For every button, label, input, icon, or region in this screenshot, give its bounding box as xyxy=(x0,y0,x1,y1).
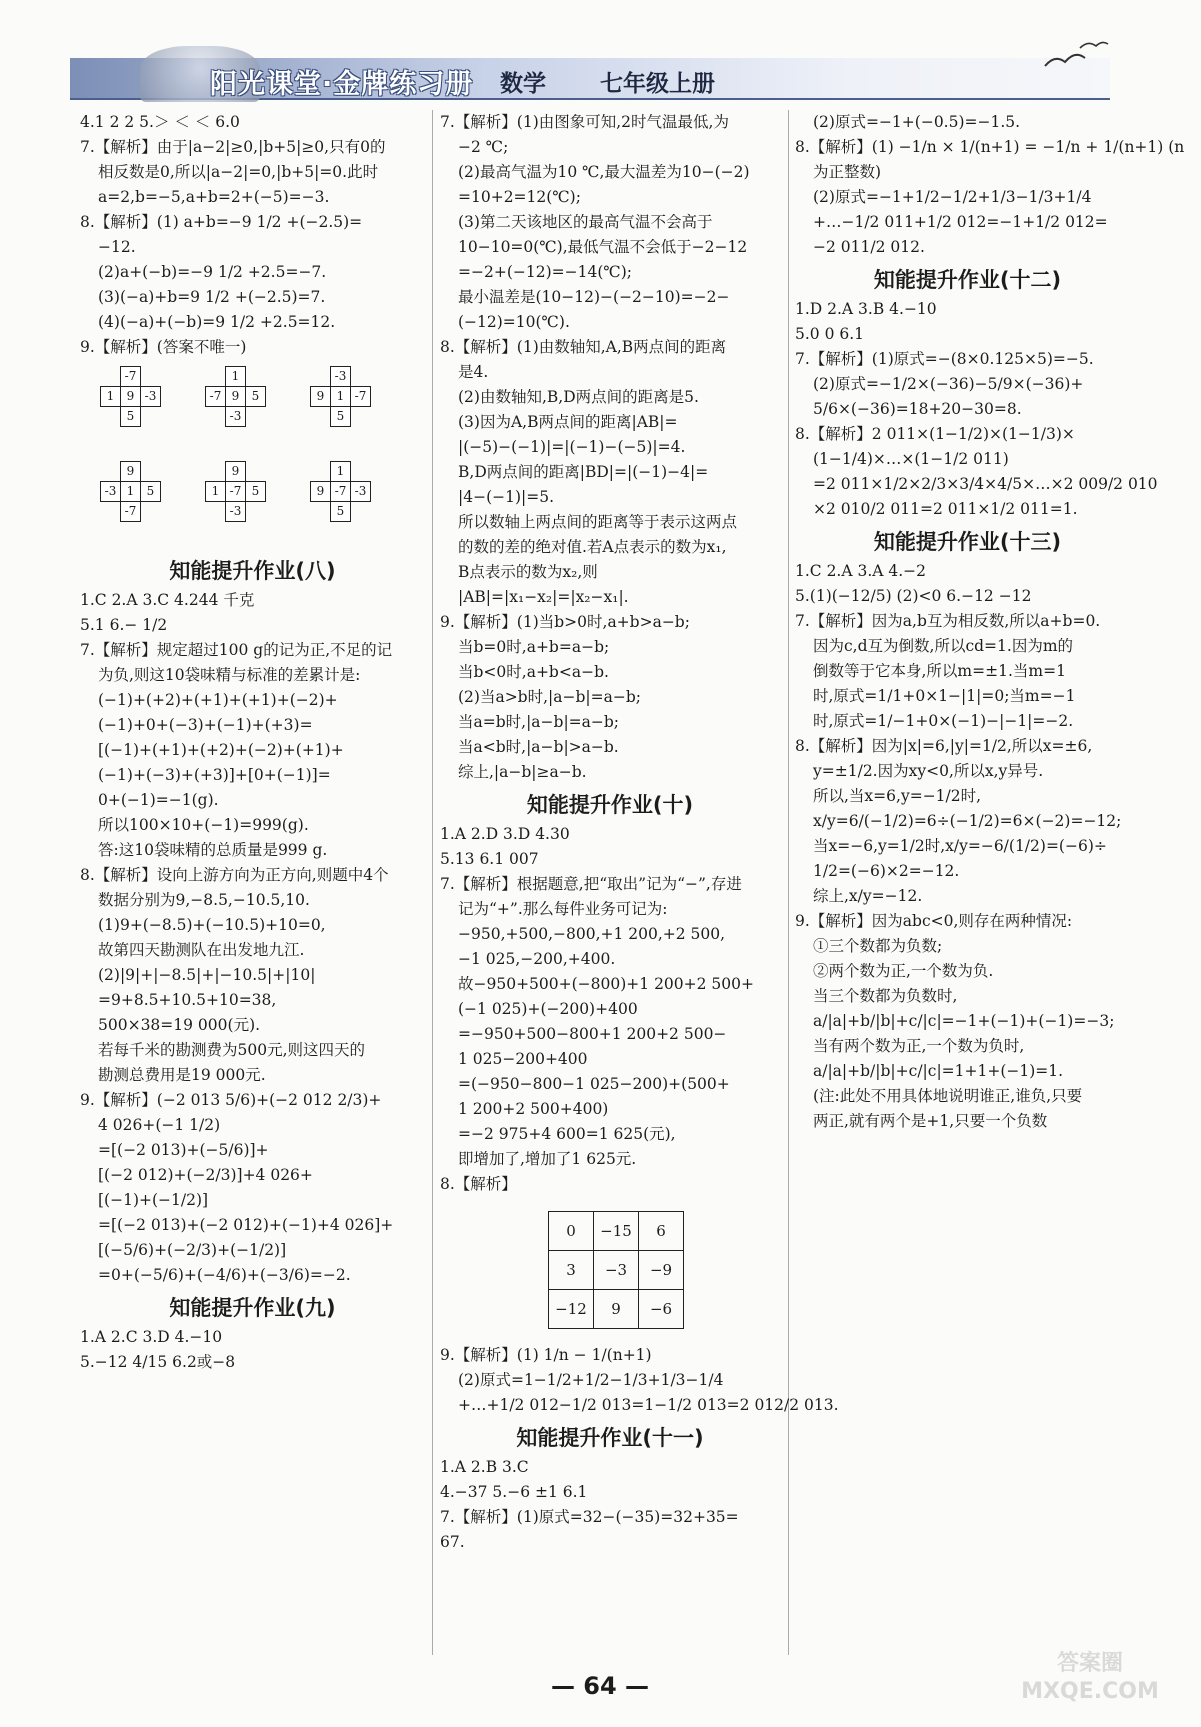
text-line: 倒数等于它本身,所以m=±1.当m=1 xyxy=(813,662,1066,680)
text-line: 当a=b时,|a−b|=a−b; xyxy=(458,713,620,731)
text-line: =9+8.5+10.5+10=38, xyxy=(98,991,277,1009)
text-line: 7.【解析】(1)原式=−(8×0.125×5)=−5. xyxy=(795,350,1094,368)
text-line: (−1)+0+(−3)+(−1)+(+3)= xyxy=(98,716,313,734)
text-line: 即增加了,增加了1 625元. xyxy=(458,1150,637,1168)
cross-cell: -7 xyxy=(350,386,371,407)
table-cell: −3 xyxy=(594,1251,639,1290)
text-line: y=±1/2.因为xy<0,所以x,y异号. xyxy=(813,762,1044,780)
watermark-line1: 答案圈 xyxy=(1056,1651,1123,1676)
text-line: ②两个数为正,一个数为负. xyxy=(813,962,994,980)
cross-cell: -7 xyxy=(205,386,226,407)
text-line: (2)原式=−1/2×(−36)−5/9×(−36)+ xyxy=(813,375,1084,393)
text-line: −950,+500,−800,+1 200,+2 500, xyxy=(458,925,726,943)
text-line: 8.【解析】因为|x|=6,|y|=1/2,所以x=±6, xyxy=(795,737,1093,755)
text-line: 4.−37 5.−6 ±1 6.1 xyxy=(440,1483,588,1501)
text-line: 所以100×10+(−1)=999(g). xyxy=(98,816,309,834)
section-title-11: 知能提升作业(十一) xyxy=(516,1426,704,1450)
table-cell: 6 xyxy=(639,1212,684,1251)
text-line: 1 200+2 500+400) xyxy=(458,1100,609,1118)
text-line: =10+2=12(℃); xyxy=(458,188,581,206)
text-line: 5.0 0 6.1 xyxy=(795,325,865,343)
subject-label: 数学 xyxy=(500,71,546,97)
watermark-logo xyxy=(1000,1650,1180,1720)
col2-after-magic xyxy=(440,1343,839,1418)
text-line: 9.【解析】因为abc<0,则存在两种情况: xyxy=(795,912,1073,930)
text-line: 9.【解析】(答案不唯一) xyxy=(80,338,247,356)
column-divider-2 xyxy=(788,110,789,1655)
text-line: 7.【解析】(1)原式=32−(−35)=32+35= xyxy=(440,1508,739,1526)
text-line: 67. xyxy=(440,1533,465,1551)
text-line: (−1)+(+2)+(+1)+(+1)+(−2)+ xyxy=(98,691,338,709)
cross-cell: -3 xyxy=(100,481,121,502)
cross-cell: -7 xyxy=(120,366,141,387)
text-line: =0+(−5/6)+(−4/6)+(−3/6)=−2. xyxy=(98,1266,351,1284)
section-title-12: 知能提升作业(十二) xyxy=(873,268,1062,292)
cross-cell: -3 xyxy=(350,481,371,502)
cross-cell: 9 xyxy=(120,461,141,482)
text-line: 记为“+”.那么每件业务可记为: xyxy=(458,900,668,918)
text-line: 是4. xyxy=(458,363,489,381)
text-line: −2 ℃; xyxy=(458,138,509,156)
cross-cell: 5 xyxy=(120,406,141,427)
cross-diagram xyxy=(100,461,180,541)
cross-cell: 5 xyxy=(140,481,161,502)
column-1 xyxy=(80,110,425,1375)
table-cell: 0 xyxy=(549,1212,594,1251)
col1-after8 xyxy=(80,588,425,1288)
text-line: (−1)+(−3)+(+3)]+[0+(−1)]= xyxy=(98,766,331,784)
table-cell: 9 xyxy=(594,1290,639,1329)
section-title-8: 知能提升作业(八) xyxy=(169,559,336,583)
text-line: 1/2=(−6)×2=−12. xyxy=(813,862,960,880)
magic-square-table xyxy=(548,1211,684,1329)
text-line: 1.C 2.A 3.C 4.244 千克 xyxy=(80,591,255,609)
text-line: a/|a|+b/|b|+c/|c|=1+1+(−1)=1. xyxy=(813,1062,1064,1080)
text-line: 8.【解析】(1) −1/n × 1/(n+1) = −1/n + 1/(n+1) (n xyxy=(795,138,1185,156)
text-line: 9.【解析】(1)当b>0时,a+b>a−b; xyxy=(440,613,690,631)
cross-cell: -3 xyxy=(330,366,351,387)
watermark-line2: MXQE.COM xyxy=(1021,1679,1159,1704)
cross-cell: 1 xyxy=(100,386,121,407)
table-row xyxy=(549,1251,684,1290)
text-line: =−950+500−800+1 200+2 500− xyxy=(458,1025,727,1043)
text-line: 4 026+(−1 1/2) xyxy=(98,1116,221,1134)
text-line: (1)9+(−8.5)+(−10.5)+10=0, xyxy=(98,916,326,934)
text-line: (−12)=10(℃). xyxy=(458,313,570,331)
section-title-13: 知能提升作业(十三) xyxy=(873,530,1062,554)
cross-cell: 9 xyxy=(225,386,246,407)
table-cell: 3 xyxy=(549,1251,594,1290)
text-line: 因为c,d互为倒数,所以cd=1.因为m的 xyxy=(813,637,1074,655)
text-line: 故−950+500+(−800)+1 200+2 500+ xyxy=(458,975,755,993)
col3-top xyxy=(795,110,1185,260)
table-cell: −15 xyxy=(594,1212,639,1251)
cross-cell: 9 xyxy=(120,386,141,407)
cross-diagram xyxy=(310,461,390,541)
col2-after11 xyxy=(440,1455,780,1555)
text-line: 9.【解析】(−2 013 5/6)+(−2 012 2/3)+ xyxy=(80,1091,382,1109)
text-line: (2)|9|+|−8.5|+|−10.5|+|10| xyxy=(98,966,316,984)
text-line: (2)当a>b时,|a−b|=a−b; xyxy=(458,688,641,706)
cross-cell: 5 xyxy=(245,386,266,407)
text-line: 7.【解析】规定超过100 g的记为正,不足的记 xyxy=(80,641,393,659)
text-line: 数据分别为9,−8.5,−10.5,10. xyxy=(98,891,310,909)
cross-cell: 9 xyxy=(310,386,331,407)
text-line: (1−1/4)×…×(1−1/2 011) xyxy=(813,450,1009,468)
text-line: 所以,当x=6,y=−1/2时, xyxy=(813,787,982,805)
text-line: a/|a|+b/|b|+c/|c|=−1+(−1)+(−1)=−3; xyxy=(813,1012,1115,1030)
cross-cell: -7 xyxy=(330,481,351,502)
text-line: [(−2 012)+(−2/3)]+4 026+ xyxy=(98,1166,313,1184)
text-line: 7.【解析】因为a,b互为相反数,所以a+b=0. xyxy=(795,612,1101,630)
cross-diagram xyxy=(205,366,285,446)
text-line: B点表示的数为x₂,则 xyxy=(458,563,598,581)
text-line: 当b=0时,a+b=a−b; xyxy=(458,638,610,656)
text-line: 1.C 2.A 3.A 4.−2 xyxy=(795,562,927,580)
page-number: — 64 — xyxy=(550,1672,650,1700)
text-line: =[(−2 013)+(−5/6)]+ xyxy=(98,1141,269,1159)
text-line: 最小温差是(10−12)−(−2−10)=−2− xyxy=(458,288,730,306)
text-line: 7.【解析】由于|a−2|≥0,|b+5|≥0,只有0的 xyxy=(80,138,386,156)
cross-cell: 9 xyxy=(225,461,246,482)
cross-diagram xyxy=(100,366,180,446)
text-line: (注:此处不用具体地说明谁正,谁负,只要 xyxy=(813,1087,1083,1105)
text-line: 所以数轴上两点间的距离等于表示这两点 xyxy=(458,513,738,531)
col2-top xyxy=(440,110,780,785)
text-line: (2)a+(−b)=−9 1/2 +2.5=−7. xyxy=(98,263,327,281)
text-line: 5.(1)(−12/5) (2)<0 6.−12 −12 xyxy=(795,587,1032,605)
text-line: 若每千米的勘测费为500元,则这四天的 xyxy=(98,1041,366,1059)
text-line: |(−5)−(−1)|=|(−1)−(−5)|=4. xyxy=(458,438,686,456)
text-line: (2)原式=−1+1/2−1/2+1/3−1/3+1/4 xyxy=(813,188,1092,206)
text-line: =[(−2 013)+(−2 012)+(−1)+4 026]+ xyxy=(98,1216,394,1234)
text-line: |4−(−1)|=5. xyxy=(458,488,555,506)
text-line: (2)原式=1−1/2+1/2−1/3+1/3−1/4 xyxy=(458,1371,724,1389)
text-line: 5/6×(−36)=18+20−30=8. xyxy=(813,400,1022,418)
text-line: (3)(−a)+b=9 1/2 +(−2.5)=7. xyxy=(98,288,326,306)
text-line: 为正整数) xyxy=(813,163,882,181)
table-cell: −12 xyxy=(549,1290,594,1329)
text-line: =(−950−800−1 025−200)+(500+ xyxy=(458,1075,730,1093)
text-line: =−2+(−12)=−14(℃); xyxy=(458,263,632,281)
section-title-10: 知能提升作业(十) xyxy=(526,793,694,817)
text-line: (3)因为A,B两点间的距离|AB|= xyxy=(458,413,678,431)
text-line: [(−1)+(+1)+(+2)+(−2)+(+1)+ xyxy=(98,741,344,759)
cross-cell: 9 xyxy=(310,481,331,502)
text-line: 当b<0时,a+b<a−b. xyxy=(458,663,609,681)
text-line: |AB|=|x₁−x₂|=|x₂−x₁|. xyxy=(458,588,629,606)
text-line: (2)最高气温为10 ℃,最大温差为10−(−2) xyxy=(458,163,750,181)
text-line: 1.A 2.C 3.D 4.−10 xyxy=(80,1328,223,1346)
text-line: 8.【解析】 xyxy=(440,1175,517,1193)
text-line: =2 011×1/2×2/3×3/4×4/5×…×2 009/2 010 xyxy=(813,475,1158,493)
text-line: 7.【解析】(1)由图象可知,2时气温最低,为 xyxy=(440,113,729,131)
table-cell: −9 xyxy=(639,1251,684,1290)
cross-diagram xyxy=(310,366,390,446)
cross-cell: -3 xyxy=(225,501,246,522)
text-line: −2 011/2 012. xyxy=(813,238,925,256)
text-line: 答:这10袋味精的总质量是999 g. xyxy=(98,841,328,859)
text-line: 5.13 6.1 007 xyxy=(440,850,539,868)
text-line: 500×38=19 000(元). xyxy=(98,1016,261,1034)
text-line: ①三个数都为负数; xyxy=(813,937,943,955)
birds-icon xyxy=(1040,36,1110,76)
text-line: [(−1)+(−1/2)] xyxy=(98,1191,209,1209)
text-line: 8.【解析】(1)由数轴知,A,B两点间的距离 xyxy=(440,338,727,356)
cross-cell: -7 xyxy=(225,481,246,502)
text-line: (3)第二天该地区的最高气温不会高于 xyxy=(458,213,713,231)
text-line: 勘测总费用是19 000元. xyxy=(98,1066,266,1084)
cross-cell: -3 xyxy=(225,406,246,427)
cross-cell: 5 xyxy=(330,406,351,427)
text-line: −12. xyxy=(98,238,136,256)
text-line: 8.【解析】2 011×(1−1/2)×(1−1/3)× xyxy=(795,425,1075,443)
text-line: 当有两个数为正,一个数为负时, xyxy=(813,1037,1025,1055)
table-row xyxy=(549,1212,684,1251)
text-line: 当三个数都为负数时, xyxy=(813,987,958,1005)
text-line: 1.A 2.D 3.D 4.30 xyxy=(440,825,570,843)
grade-label: 七年级上册 xyxy=(600,71,715,97)
col3-after13 xyxy=(795,559,1140,1134)
text-line: (−1 025)+(−200)+400 xyxy=(458,1000,638,1018)
text-line: (2)由数轴知,B,D两点间的距离是5. xyxy=(458,388,699,406)
text-line: 两正,就有两个是+1,只要一个负数 xyxy=(813,1112,1048,1130)
col1-after9 xyxy=(80,1325,425,1375)
col3-after12 xyxy=(795,297,1158,522)
text-line: 4.1 2 2 5.＞ ＜ ＜ 6.0 xyxy=(80,113,240,131)
text-line: 8.【解析】设向上游方向为正方向,则题中4个 xyxy=(80,866,389,884)
book-title: 阳光课堂·金牌练习册 xyxy=(210,69,474,100)
text-line: 的数的差的绝对值.若A点表示的数为x₁, xyxy=(458,538,727,556)
table-row xyxy=(549,1290,684,1329)
text-line: +…+1/2 012−1/2 013=1−1/2 013=2 012/2 013. xyxy=(458,1396,839,1414)
text-line: ×2 010/2 011=2 011×1/2 011=1. xyxy=(813,500,1078,518)
text-line: 时,原式=1/−1+0×(−1)−|−1|=−2. xyxy=(813,712,1074,730)
cross-cell: 1 xyxy=(120,481,141,502)
text-line: =−2 975+4 600=1 625(元), xyxy=(458,1125,676,1143)
cross-cell: 1 xyxy=(330,461,351,482)
text-line: −1 025,−200,+400. xyxy=(458,950,616,968)
column-divider-1 xyxy=(432,110,433,1655)
text-line: (2)原式=−1+(−0.5)=−1.5. xyxy=(813,113,1021,131)
text-line: 当a<b时,|a−b|>a−b. xyxy=(458,738,619,756)
cross-diagram xyxy=(205,461,285,541)
text-line: 故第四天勘测队在出发地九江. xyxy=(98,941,305,959)
text-line: 相反数是0,所以|a−2|=0,|b+5|=0.此时 xyxy=(98,163,379,181)
text-line: 时,原式=1/1+0×1−|1|=0;当m=−1 xyxy=(813,687,1076,705)
cross-cell: -3 xyxy=(140,386,161,407)
text-line: 当x=−6,y=1/2时,x/y=−6/(1/2)=(−6)÷ xyxy=(813,837,1107,855)
section-title-9: 知能提升作业(九) xyxy=(169,1296,336,1320)
text-line: 1 025−200+400 xyxy=(458,1050,588,1068)
text-line: +…−1/2 011+1/2 012=−1+1/2 012= xyxy=(813,213,1108,231)
col2-after10 xyxy=(440,822,780,1197)
text-line: 综上,|a−b|≥a−b. xyxy=(458,763,587,781)
page-header xyxy=(70,36,1110,102)
cross-cell: 5 xyxy=(245,481,266,502)
cross-cell: 1 xyxy=(330,386,351,407)
text-line: 10−10=0(℃),最低气温不会低于−2−12 xyxy=(458,238,748,256)
text-line: 为负,则这10袋味精与标准的差累计是: xyxy=(98,666,361,684)
cross-cell: -7 xyxy=(120,501,141,522)
text-line: 8.【解析】(1) a+b=−9 1/2 +(−2.5)= xyxy=(80,213,363,231)
text-line: a=2,b=−5,a+b=2+(−5)=−3. xyxy=(98,188,330,206)
cross-cell: 1 xyxy=(205,481,226,502)
col1-top xyxy=(80,110,425,360)
text-line: 综上,x/y=−12. xyxy=(813,887,923,905)
text-line: 5.−12 4/15 6.2或−8 xyxy=(80,1353,236,1371)
cross-cell: 1 xyxy=(225,366,246,387)
text-line: 5.1 6.− 1/2 xyxy=(80,616,168,634)
table-cell: −6 xyxy=(639,1290,684,1329)
text-line: 9.【解析】(1) 1/n − 1/(n+1) xyxy=(440,1346,652,1364)
text-line: [(−5/6)+(−2/3)+(−1/2)] xyxy=(98,1241,287,1259)
text-line: B,D两点间的距离|BD|=|(−1)−4|= xyxy=(458,463,709,481)
column-3 xyxy=(795,110,1185,1134)
text-line: 0+(−1)=−1(g). xyxy=(98,791,219,809)
cross-cell: 5 xyxy=(330,501,351,522)
text-line: 7.【解析】根据题意,把“取出”记为“−”,存进 xyxy=(440,875,742,893)
text-line: 1.A 2.B 3.C xyxy=(440,1458,529,1476)
text-line: (4)(−a)+(−b)=9 1/2 +2.5=12. xyxy=(98,313,336,331)
text-line: 1.D 2.A 3.B 4.−10 xyxy=(795,300,937,318)
text-line: x/y=6/(−1/2)=6÷(−1/2)=6×(−2)=−12; xyxy=(813,812,1122,830)
cross-diagrams xyxy=(80,366,425,551)
